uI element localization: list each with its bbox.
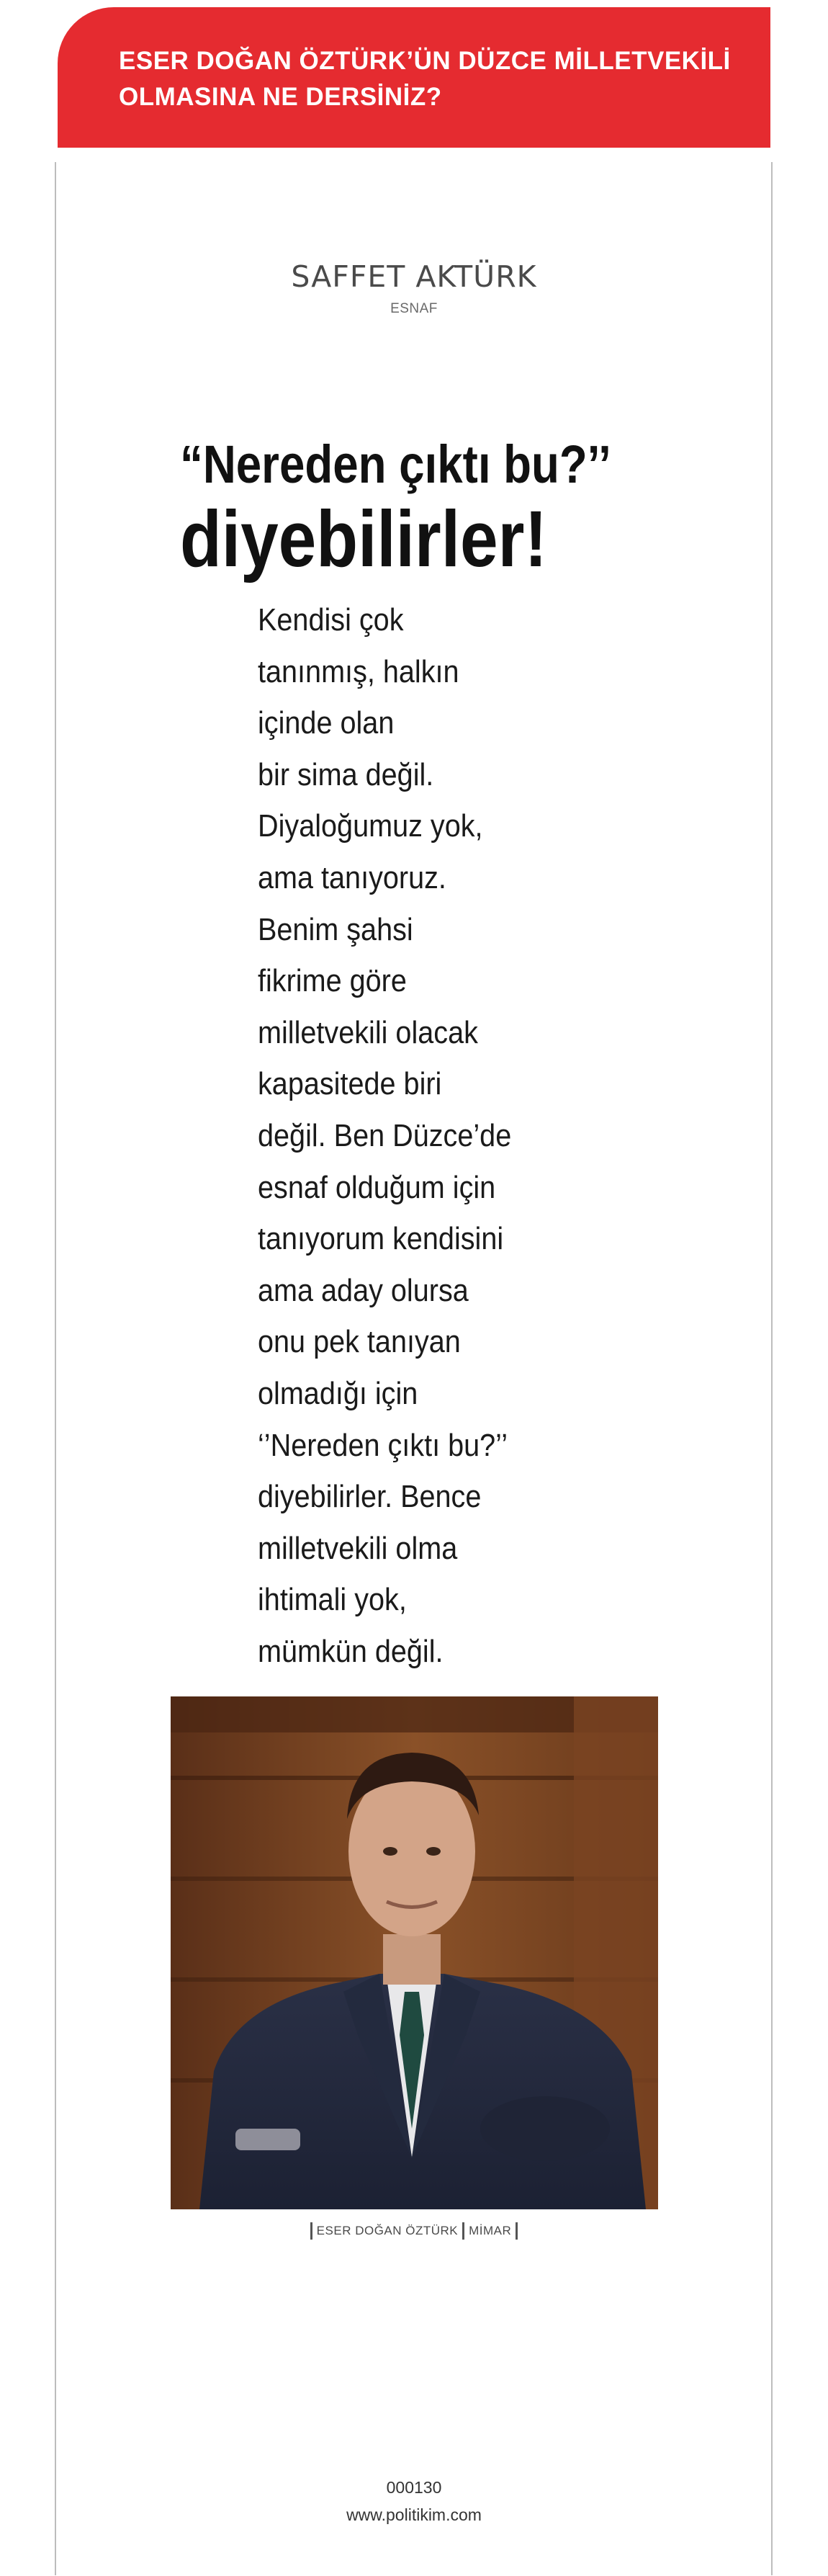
- caption-name: ESER DOĞAN ÖZTÜRK: [316, 2224, 459, 2237]
- body-line: ihtimali yok,: [258, 1582, 407, 1618]
- header-title-line2: OLMASINA NE DERSİNİZ?: [119, 83, 442, 111]
- body-line: bir sima değil.: [258, 756, 434, 792]
- body-line: esnaf olduğum için: [258, 1169, 496, 1205]
- body-line: onu pek tanıyan: [258, 1324, 461, 1360]
- body-line: mümkün değil.: [258, 1633, 444, 1669]
- person-name: SAFFET AKTÜRK: [291, 259, 537, 294]
- caption-divider: [462, 2222, 464, 2240]
- body-line: ama tanıyoruz.: [258, 859, 446, 895]
- body-line: tanınmış, halkın: [258, 653, 459, 689]
- body-line: milletvekili olacak: [258, 1014, 478, 1050]
- body-line: Benim şahsi: [258, 911, 413, 947]
- website-link[interactable]: www.politikim.com: [346, 2505, 482, 2524]
- page-number: 000130: [386, 2478, 442, 2497]
- interview-body: [258, 594, 632, 1677]
- body-line: diyebilirler. Bence: [258, 1479, 482, 1515]
- frame-left-rule: [55, 162, 56, 2575]
- portrait-photo: [171, 1696, 658, 2209]
- portrait-illustration: [171, 1696, 658, 2209]
- headline-line2: diyebilirler!: [180, 495, 547, 583]
- body-line: ‘’Nereden çıktı bu?’’: [258, 1427, 508, 1463]
- person-role: ESNAF: [390, 301, 438, 316]
- headline-line1: “Nereden çıktı bu?’’: [180, 434, 611, 494]
- caption-divider: [310, 2222, 312, 2240]
- body-line: değil. Ben Düzce’de: [258, 1117, 512, 1153]
- headline: [180, 432, 727, 582]
- header-banner: [58, 7, 770, 148]
- body-line: fikrime göre: [258, 963, 407, 999]
- body-line: milletvekili olma: [258, 1530, 458, 1566]
- photo-caption: [0, 2222, 828, 2240]
- body-line: Kendisi çok: [258, 602, 404, 638]
- frame-right-rule: [771, 162, 773, 2575]
- body-line: Diyaloğumuz yok,: [258, 808, 483, 844]
- header-title: [119, 43, 742, 115]
- body-line: ama aday olursa: [258, 1272, 469, 1308]
- header-title-line1: ESER DOĞAN ÖZTÜRK’ÜN DÜZCE MİLLETVEKİLİ: [119, 47, 731, 75]
- body-line: olmadığı için: [258, 1375, 418, 1411]
- caption-divider: [516, 2222, 518, 2240]
- caption-role: MİMAR: [469, 2224, 512, 2237]
- body-line: tanıyorum kendisini: [258, 1221, 504, 1257]
- body-line: içinde olan: [258, 705, 395, 741]
- body-line: kapasitede biri: [258, 1066, 442, 1102]
